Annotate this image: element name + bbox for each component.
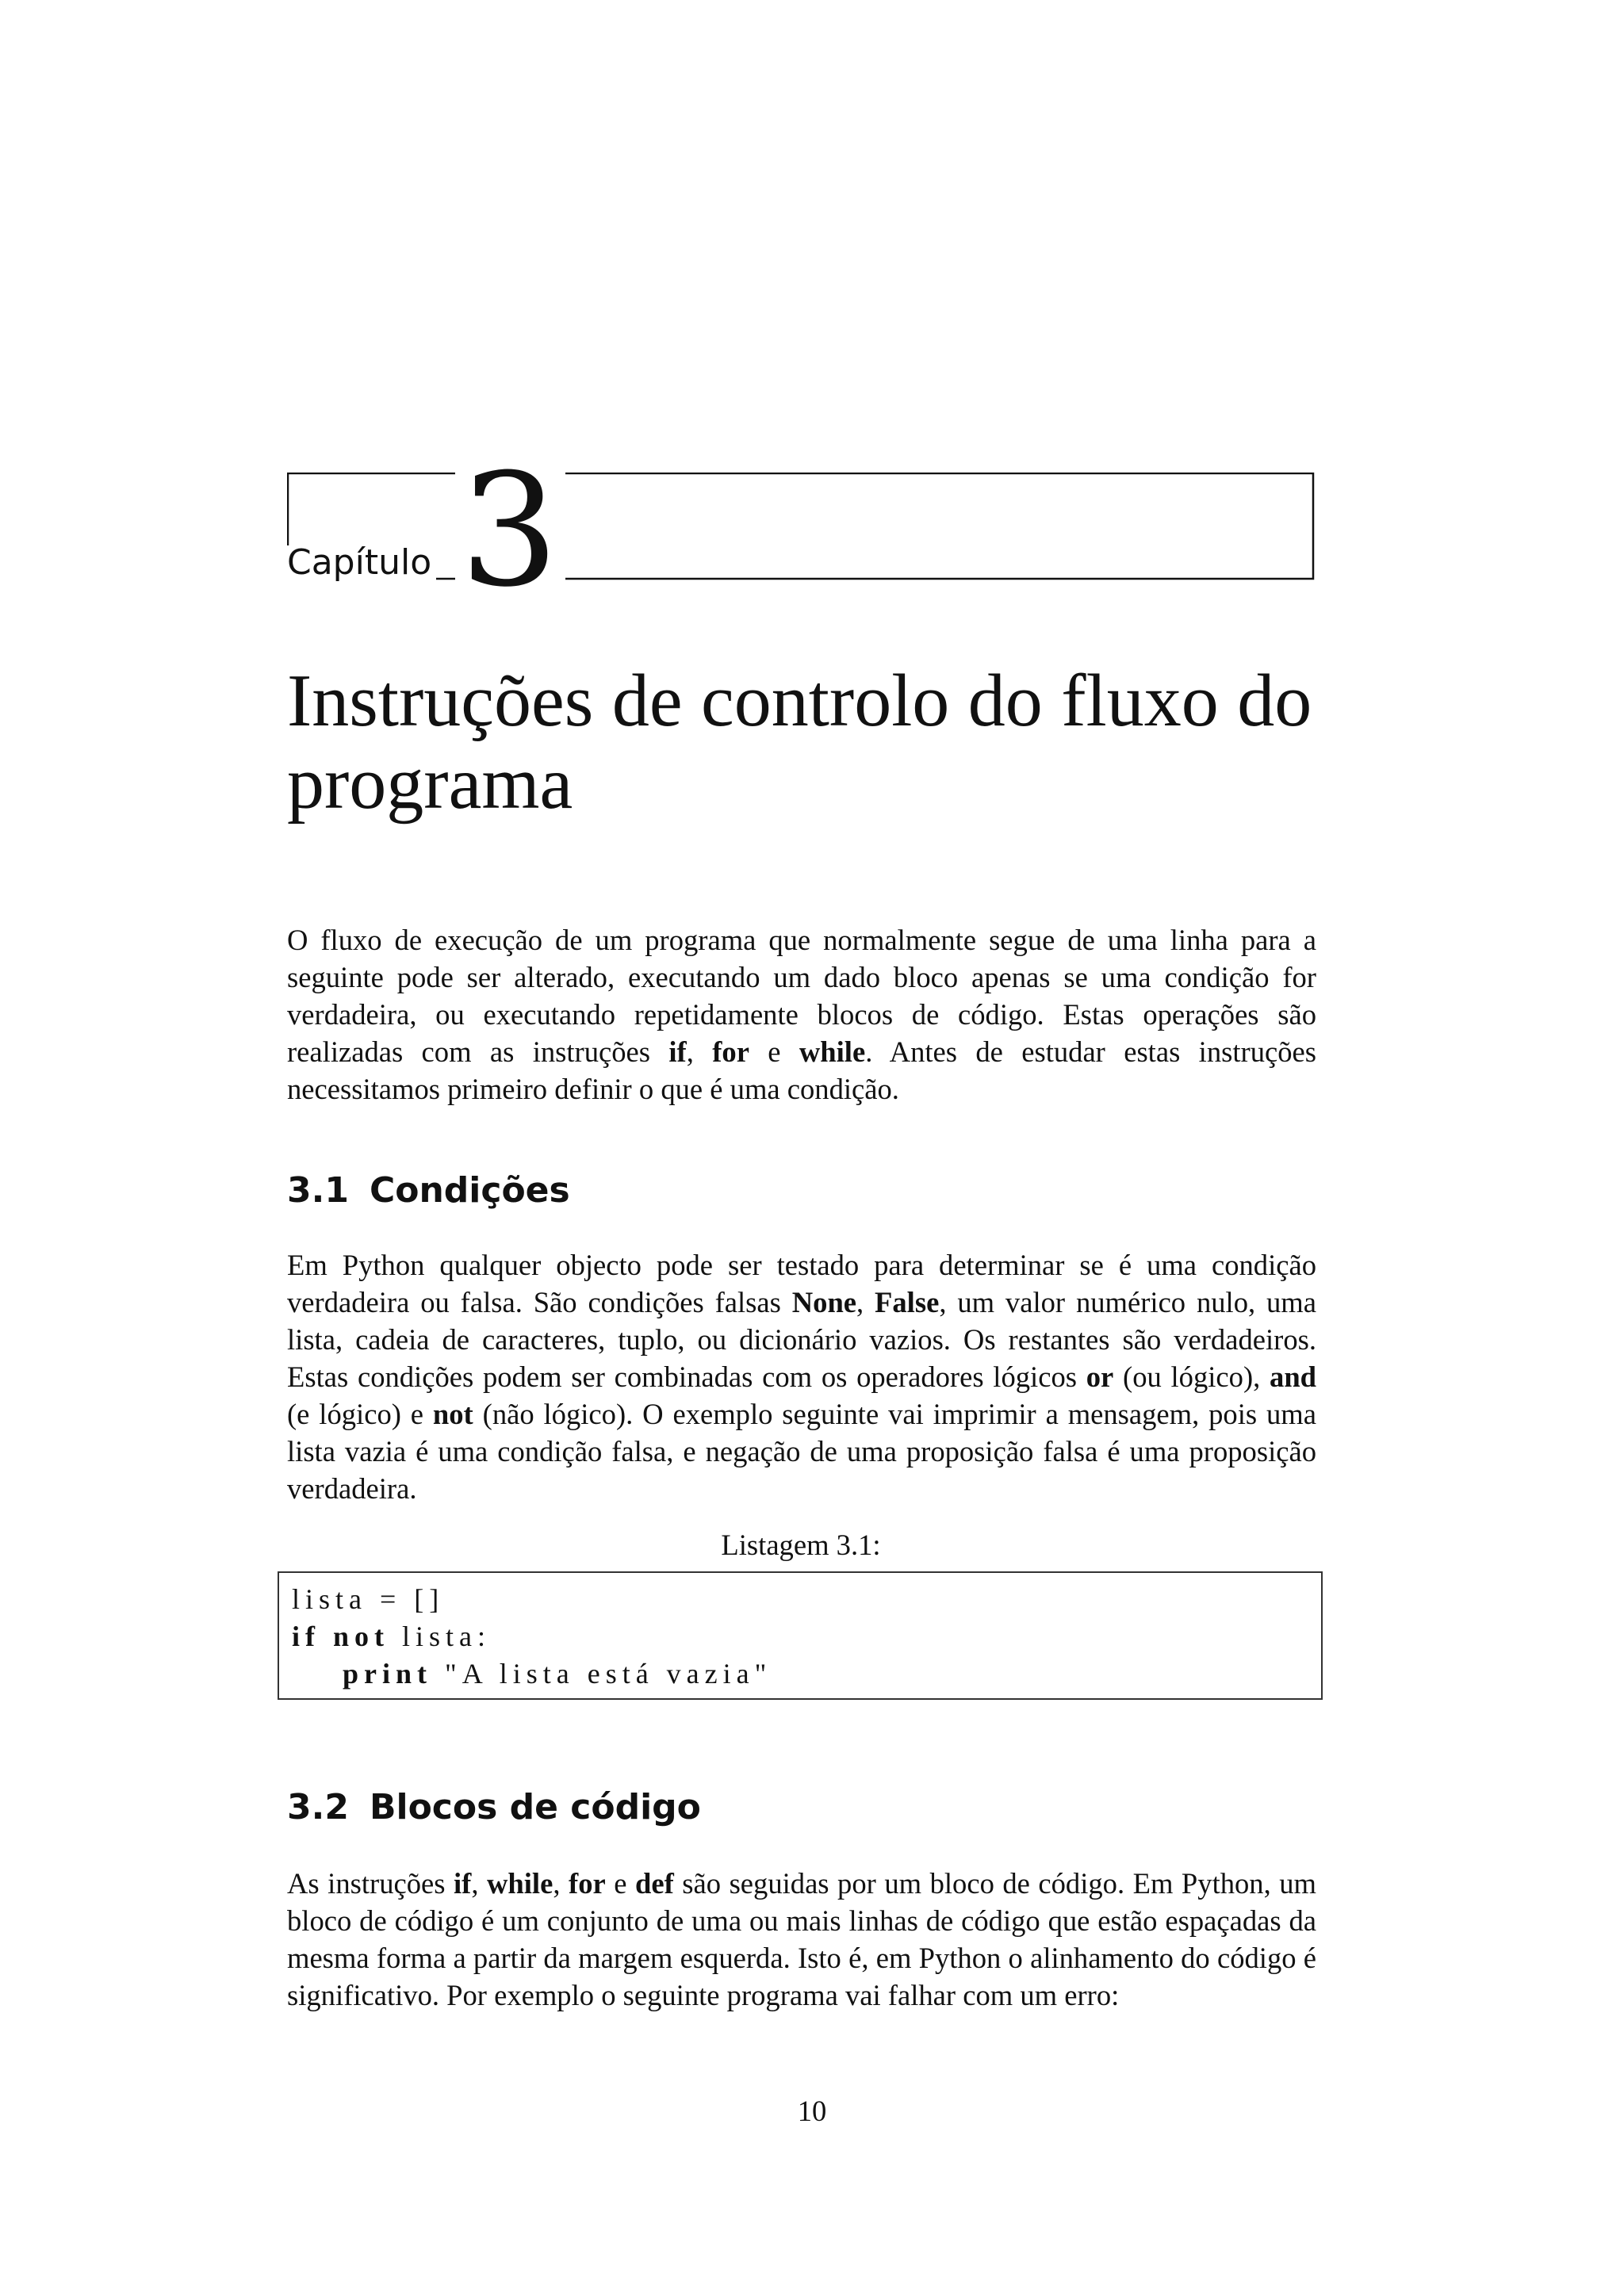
keyword-not: not bbox=[432, 1398, 473, 1430]
page-number: 10 bbox=[797, 2095, 827, 2127]
section-heading-code-blocks: 3.2 Blocos de código bbox=[287, 1787, 701, 1827]
keyword-or: or bbox=[1086, 1360, 1114, 1393]
chapter-frame-lines bbox=[287, 473, 1315, 580]
keyword-false: False bbox=[875, 1286, 940, 1318]
code-listing bbox=[278, 1571, 1323, 1700]
keyword-for: for bbox=[569, 1867, 606, 1900]
keyword-def: def bbox=[635, 1867, 674, 1900]
chapter-label: Capítulo bbox=[287, 545, 436, 580]
keyword-and: and bbox=[1270, 1360, 1317, 1393]
keyword-if: if bbox=[454, 1867, 472, 1900]
chapter-title: Instruções de controlo do fluxo do programa bbox=[287, 660, 1312, 825]
keyword-for: for bbox=[712, 1035, 749, 1068]
code-line-3: print "A lista está vazia" bbox=[343, 1658, 772, 1689]
chapter-header bbox=[287, 441, 1315, 622]
section-heading-conditions: 3.1 Condições bbox=[287, 1170, 570, 1211]
code-line-1: lista = [] bbox=[292, 1583, 445, 1615]
listing-caption: Listagem 3.1: bbox=[721, 1529, 881, 1561]
chapter-number: 3 bbox=[455, 453, 565, 609]
keyword-none: None bbox=[791, 1286, 857, 1318]
conditions-paragraph: Em Python qualquer objecto pode ser testado para determinar se é uma condição verdadeira ou falsa. São condições falsas None, False, um valor numérico nulo, uma lista, cadeia de caracteres, tuplo, ou dicionário vazios. Os restantes são verdadeiros. Estas condições podem ser combinadas com os operadores lógicos or (ou lógico), and (e lógico) e not (não lógico). O exemplo seguinte vai imprimir a mensagem, pois uma lista vazia é uma condição falsa, e negação de uma proposição falsa é uma proposição verdadeira. bbox=[287, 1249, 1317, 1505]
keyword-if: if bbox=[668, 1035, 687, 1068]
code-line-2: if not lista: bbox=[292, 1621, 492, 1652]
keyword-while: while bbox=[799, 1035, 866, 1068]
intro-paragraph: O fluxo de execução de um programa que normalmente segue de uma linha para a seguinte pode ser alterado, executando um dado bloco apenas se uma condição for verdadeira, ou executando repetidamente blocos de código. Estas operações são realizadas com as instruções if, for e while. Antes de estudar estas instruções necessitamos primeiro definir o que é uma condição. bbox=[287, 924, 1316, 1105]
code-blocks-paragraph: As instruções if, while, for e def são seguidas por um bloco de código. Em Python, um bloco de código é um conjunto de uma ou mais linhas de código que estão espaçadas da mesma forma a partir da margem esquerda. Isto é, em Python o alinhamento do código é significativo. Por exemplo o seguinte programa vai falhar com um erro: bbox=[287, 1867, 1316, 2011]
keyword-while: while bbox=[487, 1867, 553, 1900]
